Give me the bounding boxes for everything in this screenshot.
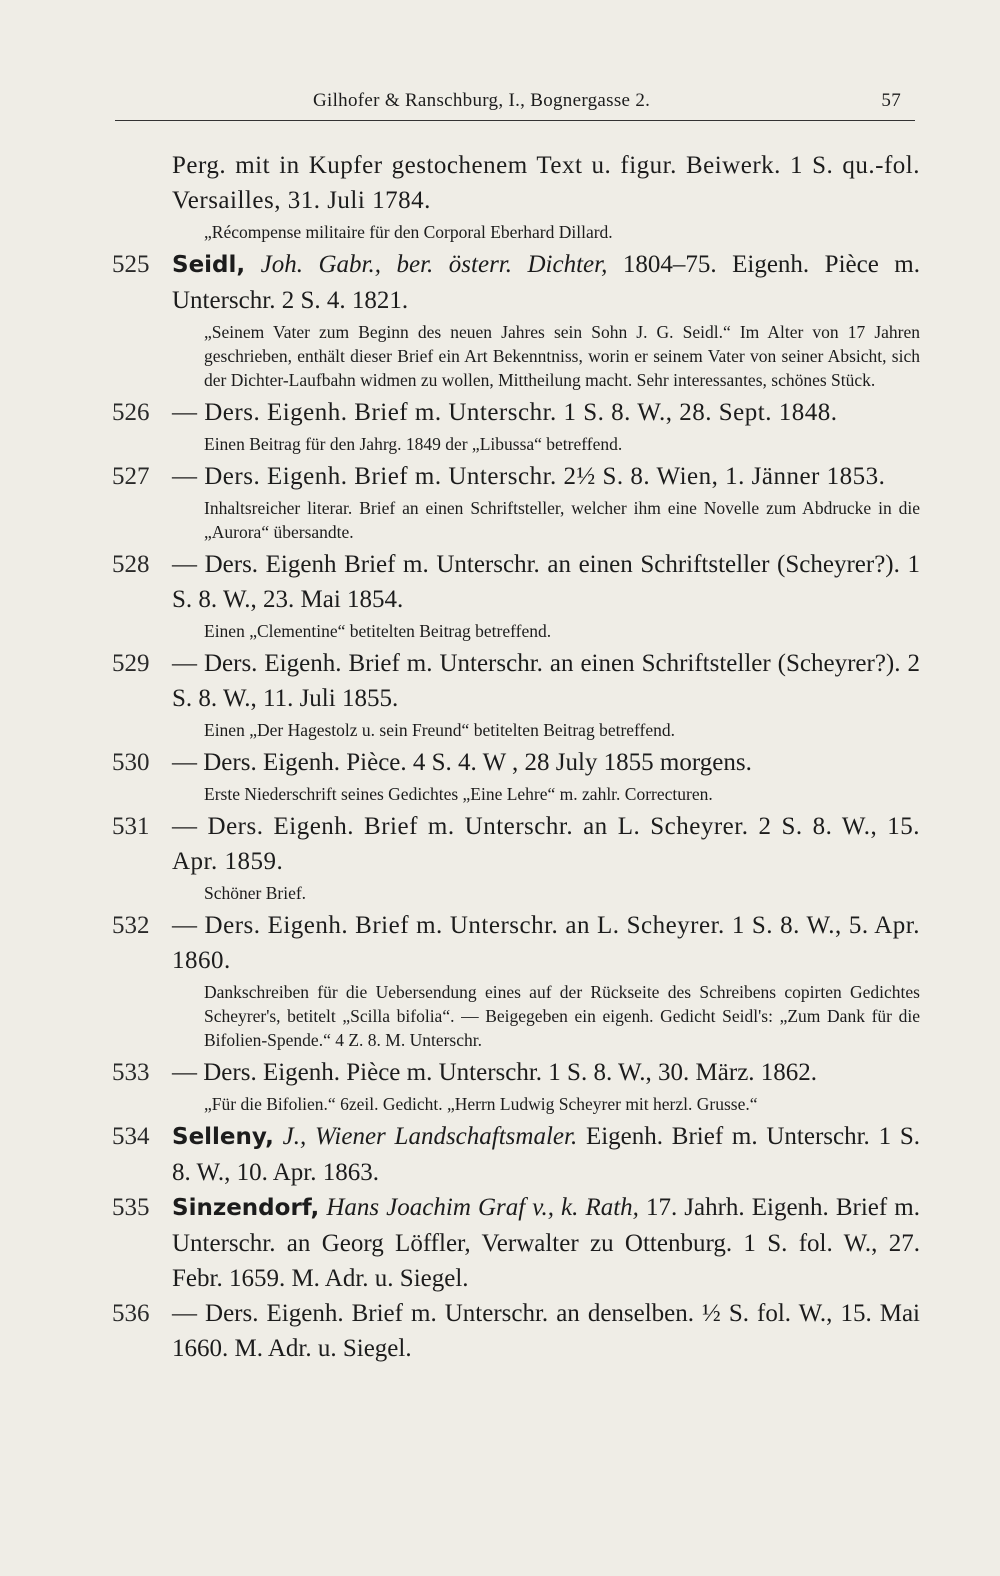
continued-entry-text: Perg. mit in Kupfer gestochenem Text u. figur. Beiwerk. 1 S. qu.-fol. Versailles, 31. Juli 1784.: [172, 152, 920, 214]
lot-number: 536: [112, 1300, 150, 1327]
lot-text: — Ders. Eigenh Brief m. Unterschr. an einen Schriftsteller (Scheyrer?). 1 S. 8. W., 23. Mai 1854.: [172, 551, 920, 613]
lot-entry: [112, 908, 920, 978]
lot-number: 532: [112, 912, 150, 939]
lot-description: [172, 1119, 920, 1190]
lot-number: 528: [112, 551, 150, 578]
lot-number: 535: [112, 1194, 150, 1221]
lot-author-name: Selleny,: [172, 1124, 274, 1150]
lot-text: 1804–75. Eigenh. Pièce m. Unterschr. 2 S. 4. 1821.: [172, 251, 920, 314]
continued-entry: [112, 148, 920, 218]
lot-text: — Ders. Eigenh. Brief m. Unterschr. an einen Schriftsteller (Scheyrer?). 2 S. 8. W., 11. Juli 1855.: [172, 650, 920, 712]
lot-entry: [112, 1055, 920, 1090]
lot-entry: [112, 395, 920, 430]
lot-note: Schöner Brief.: [204, 883, 307, 903]
lot-text: — Ders. Eigenh. Brief m. Unterschr. 2½ S. 8. Wien, 1. Jänner 1853.: [172, 463, 886, 490]
lot-text: — Ders. Eigenh. Brief m. Unterschr. an L. Scheyrer. 2 S. 8. W., 15. Apr. 1859.: [172, 813, 920, 875]
lot-number: 531: [112, 813, 150, 840]
lot-entry: [112, 547, 920, 617]
lot-text: Eigenh. Brief m. Unterschr. 1 S. 8. W., 10. Apr. 1863.: [172, 1123, 920, 1186]
catalog-content: [112, 148, 920, 1366]
lot-entry: [112, 809, 920, 879]
lot-entry: [112, 1296, 920, 1366]
lot-number: 527: [112, 463, 150, 490]
lot-note: Einen „Der Hagestolz u. sein Freund“ betitelten Beitrag betreffend.: [204, 720, 676, 740]
lot-note: Einen Beitrag für den Jahrg. 1849 der „Libussa“ betreffend.: [204, 434, 623, 454]
lot-note: Einen „Clementine“ betitelten Beitrag betreffend.: [204, 621, 552, 641]
lot-text: — Ders. Eigenh. Pièce. 4 S. 4. W , 28 July 1855 morgens.: [172, 749, 752, 776]
lot-author-info: Joh. Gabr., ber. österr. Dichter,: [245, 251, 608, 278]
lot-entry: [112, 247, 920, 318]
lot-note: Inhaltsreicher literar. Brief an einen Schriftsteller, welcher ihm eine Novelle zum Abdrucke in die „Aurora“ übersandte.: [204, 498, 920, 542]
lot-entry: [112, 1119, 920, 1190]
lot-text: — Ders. Eigenh. Pièce m. Unterschr. 1 S. 8. W., 30. März. 1862.: [172, 1059, 818, 1086]
lot-entry: [112, 1190, 920, 1296]
lot-note: Dankschreiben für die Uebersendung eines auf der Rückseite des Schreibens copirten Gedichtes Scheyrer's, betitelt „Scilla bifolia“. — Beigegeben ein eigenh. Gedicht Seidl's: „Zum Dank für die Bifolien-Spende.“ 4 Z. 8. M. Unterschr.: [204, 982, 920, 1050]
lot-author-name: Seidl,: [172, 252, 246, 278]
lot-author-info: J., Wiener Landschaftsmaler.: [273, 1123, 578, 1150]
lot-entry: [112, 745, 920, 780]
lot-entry: [112, 646, 920, 716]
lot-note: Erste Niederschrift seines Gedichtes „Eine Lehre“ m. zahlr. Correcturen.: [204, 784, 713, 804]
lot-number: 529: [112, 650, 150, 677]
lot-text: — Ders. Eigenh. Brief m. Unterschr. an denselben. ½ S. fol. W., 15. Mai 1660. M. Adr. u. Siegel.: [172, 1300, 920, 1362]
lot-number: 530: [112, 749, 150, 776]
page-number: 57: [881, 90, 901, 111]
lot-entry: [112, 459, 920, 494]
lot-number: 533: [112, 1059, 150, 1086]
lot-number: 534: [112, 1123, 150, 1150]
lot-text: 17. Jahrh. Eigenh. Brief m. Unterschr. an Georg Löffler, Verwalter zu Ottenburg. 1 S. fol. W., 27. Febr. 1659. M. Adr. u. Siegel.: [172, 1194, 920, 1292]
lot-note: „Seinem Vater zum Beginn des neuen Jahres sein Sohn J. G. Seidl.“ Im Alter von 17 Jahren geschrieben, enthält dieser Brief ein Art Bekenntniss, worin er seinem Vater von seiner Absicht, sich der Dichter-Laufbahn widmen zu wollen, Mittheilung macht. Sehr interessantes, schönes Stück.: [204, 322, 920, 390]
continued-entry-note: „Récompense militaire für den Corporal Eberhard Dillard.: [204, 222, 613, 242]
lot-number: 526: [112, 399, 150, 426]
lot-author-name: Sinzendorf,: [172, 1195, 320, 1221]
lot-text: — Ders. Eigenh. Brief m. Unterschr. 1 S. 8. W., 28. Sept. 1848.: [172, 399, 838, 426]
lot-text: — Ders. Eigenh. Brief m. Unterschr. an L. Scheyrer. 1 S. 8. W., 5. Apr. 1860.: [172, 912, 920, 974]
lot-author-info: Hans Joachim Graf v., k. Rath,: [319, 1194, 639, 1221]
lot-number: 525: [112, 251, 150, 278]
lot-description: [172, 247, 920, 318]
lot-description: [172, 1190, 920, 1296]
lot-note: „Für die Bifolien.“ 6zeil. Gedicht. „Herrn Ludwig Scheyrer mit herzl. Grusse.“: [204, 1094, 758, 1114]
running-header: [115, 90, 915, 121]
running-title: Gilhofer & Ranschburg, I., Bognergasse 2.: [313, 90, 651, 111]
